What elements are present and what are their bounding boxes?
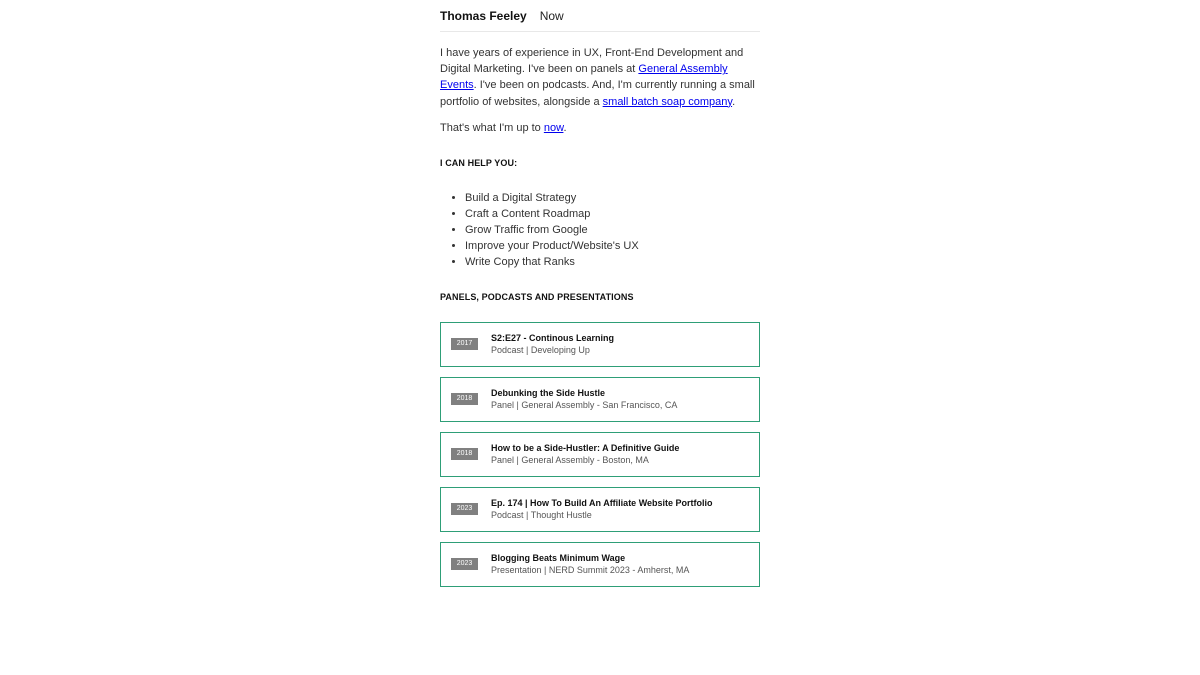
general-assembly-events-link[interactable]: General Assembly Events: [440, 63, 728, 92]
panel-title: Blogging Beats Minimum Wage: [491, 553, 626, 564]
intro-text-2: . I've been on podcasts. And, I'm currently running a small portfolio of websites, alongside a: [440, 79, 755, 108]
panel-card[interactable]: [440, 542, 760, 587]
panel-subtitle: Panel | General Assembly - San Francisco, CA: [491, 400, 678, 411]
help-item: • Grow Traffic from Google: [465, 222, 760, 238]
help-item: • Craft a Content Roadmap: [465, 206, 760, 222]
panel-card-text: [491, 387, 677, 411]
panel-title: S2:E27 - Continous Learning: [491, 333, 615, 344]
intro-text-1: I have years of experience in UX, Front-End Development and Digital Marketing. I've been on panels at: [440, 47, 744, 76]
now-page-link[interactable]: now: [543, 121, 564, 134]
panel-subtitle: Presentation | NERD Summit 2023 - Amherst, MA: [491, 565, 690, 576]
panels-list: [440, 322, 760, 587]
help-item: • Build a Digital Strategy: [465, 190, 760, 206]
year-badge: 2018: [451, 448, 478, 460]
intro-paragraph: [440, 45, 760, 110]
help-item: • Improve your Product/Website's UX: [465, 238, 760, 254]
panel-title: How to be a Side-Hustler: A Definitive Guide: [491, 443, 680, 454]
panel-card[interactable]: [440, 377, 760, 422]
panel-card-text: [491, 497, 713, 521]
year-badge: 2023: [451, 558, 478, 570]
panel-title: Ep. 174 | How To Build An Affiliate Website Portfolio: [491, 498, 713, 509]
panels-heading: PANELS, PODCASTS AND PRESENTATIONS: [440, 291, 634, 302]
panel-subtitle: Podcast | Developing Up: [491, 345, 590, 356]
nav-home-link[interactable]: Thomas Feeley: [440, 8, 527, 23]
year-badge: 2018: [451, 393, 478, 405]
help-list: [440, 190, 760, 270]
panel-card[interactable]: [440, 432, 760, 477]
help-heading: I CAN HELP YOU:: [440, 157, 518, 168]
panel-card-text: [491, 332, 614, 356]
up-to-text: That's what I'm up to: [440, 121, 544, 134]
panel-subtitle: Panel | General Assembly - Boston, MA: [491, 455, 649, 466]
help-item: • Write Copy that Ranks: [465, 254, 760, 270]
panel-card[interactable]: [440, 487, 760, 532]
panel-title: Debunking the Side Hustle: [491, 388, 606, 399]
soap-company-link[interactable]: small batch soap company: [602, 95, 733, 108]
panel-subtitle: Podcast | Thought Hustle: [491, 510, 592, 521]
up-to-end: .: [563, 121, 567, 134]
up-to-paragraph: [440, 120, 760, 136]
nav-now-link[interactable]: Now: [539, 8, 564, 23]
year-badge: 2023: [451, 503, 478, 515]
panel-card-text: [491, 552, 689, 576]
intro-text-3: .: [732, 95, 736, 108]
top-nav: [440, 0, 760, 32]
panel-card[interactable]: [440, 322, 760, 367]
page-container: [440, 0, 760, 597]
year-badge: 2017: [451, 338, 478, 350]
panel-card-text: [491, 442, 679, 466]
